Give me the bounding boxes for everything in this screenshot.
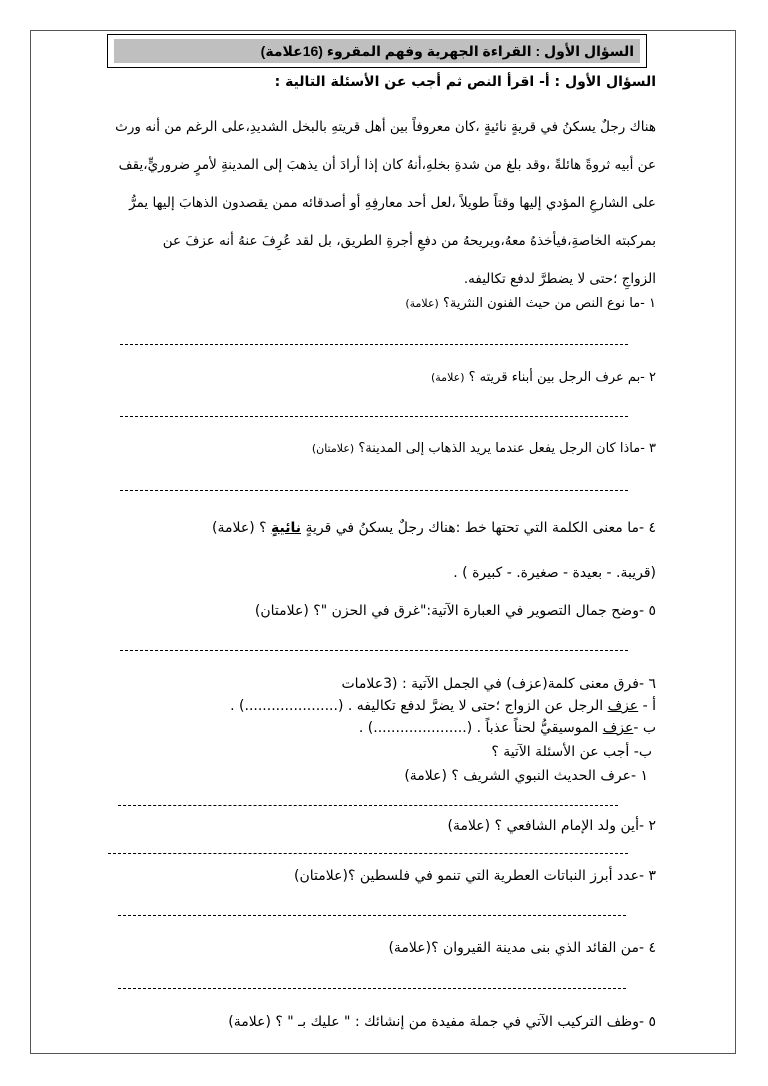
- passage-line: عن أبيه ثروةً هائلةً ،وقد بلغ من شدةِ بخلهِ،أنهُ كان إذا أرادَ أن يذهبَ إلى المدينةِ لأمرٍ ضروريٍّ،يقف: [118, 157, 656, 173]
- question-1-text: ١ -ما نوع النص من حيث الفنون النثرية؟: [442, 296, 656, 311]
- answer-line-3[interactable]: [120, 490, 628, 491]
- question-3-text: ٣ -ماذا كان الرجل يفعل عندما يريد الذهاب إلى المدينة؟: [358, 441, 656, 456]
- instruction-read-passage: السؤال الأول : أ- اقرأ النص ثم أجب عن الأسئلة التالية :: [274, 74, 656, 90]
- question-4-underlined-word: نائيةٍ: [271, 520, 301, 536]
- passage-line: هناك رجلٌ يسكنُ في قريةٍ نائيةٍ ،كان معروفاً بين أهل قريتهِ بالبخل الشديدِ،على الرغم من أنه ورث: [115, 119, 656, 135]
- question-6-b-rest: الموسيقيُّ لحناً عذباً . (.....................) .: [358, 720, 603, 736]
- question-6-b-word: عزف: [602, 720, 634, 736]
- question-6-a-word: عزف: [607, 698, 639, 714]
- question-6-line-a: [230, 698, 656, 714]
- passage: [80, 108, 656, 298]
- section-b-instruction: ب- أجب عن الأسئلة الآتية ؟: [491, 744, 652, 760]
- question-4-options: (قريبة. - بعيدة - صغيرة. - كبيرة ) .: [453, 565, 656, 581]
- question-2-mark: (علامة): [430, 371, 465, 384]
- question-5: ٥ -وضح جمال التصوير في العبارة الآتية:"غرق في الحزن "؟ (علامتان): [254, 603, 656, 619]
- answer-line-2[interactable]: [120, 416, 628, 417]
- answer-line-5[interactable]: [120, 650, 628, 651]
- question-1: [405, 296, 656, 311]
- question-6-a-rest: الرجل عن الزواج ؛حتى لا يضرَّ لدفع تكاليفه . (.....................) .: [230, 698, 608, 714]
- question-6-a-prefix: أ -: [638, 698, 656, 714]
- passage-line: بمركبته الخاصةِ،فيأخذهُ معهُ،ويريحهُ من دفعِ أجرةِ الطريق، بل لقد عُرِفَ عنهُ أنه عزفَ عن: [162, 233, 656, 249]
- question-6-line-b: [359, 720, 656, 736]
- question-1-mark: (علامة): [405, 297, 439, 310]
- passage-line: على الشارعِ المؤدي إليها وقتاً طويلاً ،لعل أحد معارفِهِ أو أصدقائه ممن يقصدون الذهابَ إليها يمرُّ: [129, 195, 656, 211]
- section-b-question-4: ٤ -من القائد الذي بنى مدينة القيروان ؟(علامة): [388, 940, 656, 956]
- section-title-box: [107, 34, 647, 68]
- section-b-question-3: ٣ -عدد أبرز النباتات العطرية التي تنمو في فلسطين ؟(علامتان): [294, 868, 656, 884]
- question-3-mark: (علامتان): [311, 442, 355, 455]
- section-b-question-1: ١ -عرف الحديث النبوي الشريف ؟ (علامة): [404, 768, 648, 784]
- answer-line-b2[interactable]: [108, 853, 628, 854]
- answer-line-b4[interactable]: [118, 988, 626, 989]
- question-3: [312, 441, 656, 456]
- question-2: [431, 370, 656, 385]
- section-title: السؤال الأول : القراءة الجهرية وفهم المقروء (16علامة): [114, 39, 640, 63]
- passage-line: الزواجِ ؛حتى لا يضطرَّ لدفع تكاليفه.: [463, 271, 656, 287]
- question-4-text: ٤ -ما معنى الكلمة التي تحتها خط :هناك رجلٌ يسكنُ في قريةٍ: [301, 520, 656, 536]
- answer-line-1[interactable]: [120, 344, 628, 345]
- question-4-mark: ؟ (علامة): [212, 520, 272, 536]
- answer-line-b3[interactable]: [118, 915, 626, 916]
- section-b-question-2: ٢ -أين ولد الإمام الشافعي ؟ (علامة): [447, 818, 656, 834]
- question-6-b-prefix: ب -: [633, 720, 656, 736]
- section-b-question-5: ٥ -وظف التركيب الآتي في جملة مفيدة من إنشائك : " عليك بـ " ؟ (علامة): [228, 1014, 656, 1030]
- question-6: ٦ -فرق معنى كلمة(عزف) في الجمل الآتية : (3علامات: [341, 676, 656, 692]
- question-2-text: ٢ -بم عرف الرجل بين أبناء قريته ؟: [468, 370, 656, 385]
- answer-line-b1[interactable]: [118, 805, 618, 806]
- question-4: [212, 520, 656, 536]
